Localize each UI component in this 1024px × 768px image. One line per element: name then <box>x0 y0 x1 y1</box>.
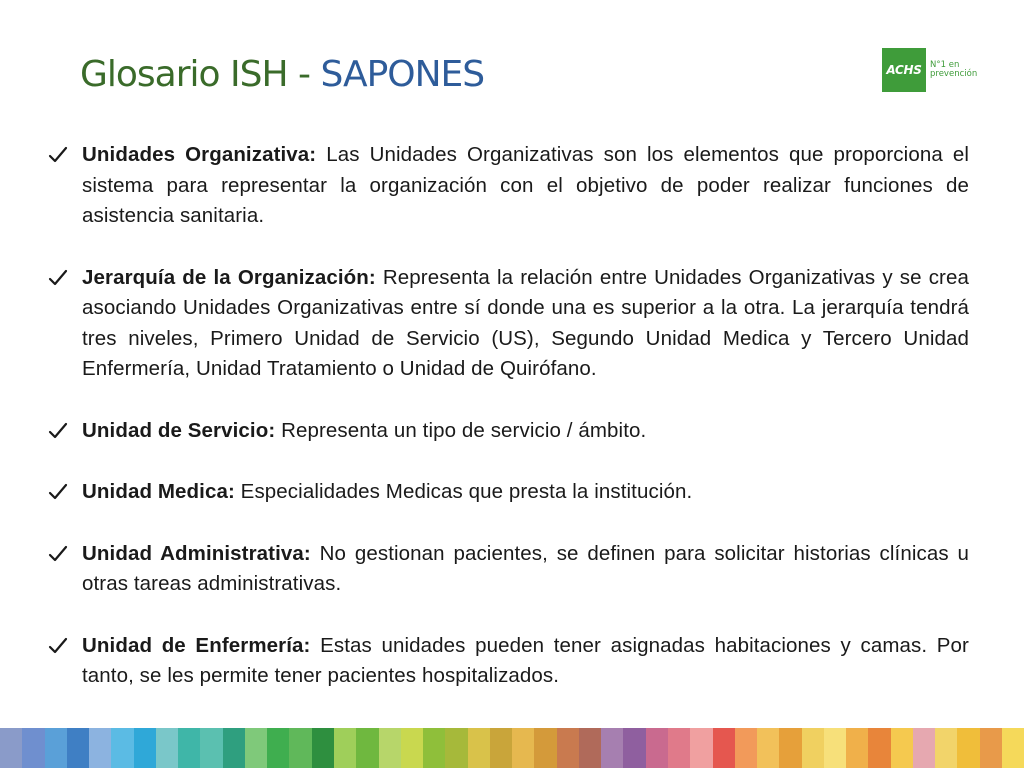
strip-segment <box>267 728 289 768</box>
slide-title <box>80 52 484 98</box>
strip-segment <box>111 728 133 768</box>
strip-segment <box>45 728 67 768</box>
strip-segment <box>668 728 690 768</box>
strip-segment <box>690 728 712 768</box>
strip-segment <box>401 728 423 768</box>
strip-segment <box>601 728 623 768</box>
strip-segment <box>757 728 779 768</box>
strip-segment <box>490 728 512 768</box>
checkmark-icon <box>48 539 82 569</box>
glossary-term: Unidad Administrativa: <box>82 541 311 565</box>
strip-segment <box>423 728 445 768</box>
strip-segment <box>557 728 579 768</box>
strip-segment <box>445 728 467 768</box>
strip-segment <box>312 728 334 768</box>
strip-segment <box>200 728 222 768</box>
achs-logo <box>882 48 976 92</box>
glossary-term: Unidades Organizativa: <box>82 143 317 166</box>
strip-segment <box>334 728 356 768</box>
glossary-text <box>82 416 969 447</box>
checkmark-icon <box>48 263 82 293</box>
glossary-text <box>82 539 969 600</box>
strip-segment <box>289 728 311 768</box>
glossary-item <box>48 477 969 508</box>
strip-segment <box>846 728 868 768</box>
strip-segment <box>245 728 267 768</box>
strip-segment <box>512 728 534 768</box>
strip-segment <box>868 728 890 768</box>
strip-segment <box>579 728 601 768</box>
strip-segment <box>735 728 757 768</box>
glossary-list <box>48 140 969 723</box>
strip-segment <box>223 728 245 768</box>
strip-segment <box>623 728 645 768</box>
glossary-text <box>82 631 969 692</box>
checkmark-icon <box>48 140 82 170</box>
glossary-text <box>82 477 969 508</box>
strip-segment <box>980 728 1002 768</box>
strip-segment <box>891 728 913 768</box>
strip-segment <box>468 728 490 768</box>
strip-segment <box>89 728 111 768</box>
glossary-item <box>48 263 969 385</box>
logo-tagline: N°1 en prevención <box>930 60 978 79</box>
glossary-item <box>48 416 969 447</box>
strip-segment <box>646 728 668 768</box>
strip-segment <box>935 728 957 768</box>
glossary-description: Estas unidades pueden tener asignadas habitaciones y camas. Por tanto, se les permite tener pacientes hospitalizados. <box>82 633 969 687</box>
title-prefix: Glosario ISH - <box>80 54 321 95</box>
glossary-item <box>48 539 969 600</box>
glossary-description: Las Unidades Organizativas son los elementos que proporciona el sistema para representar la organización con el objetivo de poder realizar funciones de asistencia sanitaria. <box>82 143 969 227</box>
strip-segment <box>779 728 801 768</box>
glossary-item <box>48 140 969 232</box>
glossary-text <box>82 263 969 385</box>
glossary-description: Especialidades Medicas que presta la institución. <box>234 480 693 503</box>
glossary-item <box>48 631 969 692</box>
logo-mark: ACHS <box>882 48 926 92</box>
glossary-term: Unidad de Servicio: <box>82 418 276 442</box>
strip-segment <box>134 728 156 768</box>
strip-segment <box>802 728 824 768</box>
strip-segment <box>534 728 556 768</box>
strip-segment <box>0 728 22 768</box>
strip-segment <box>1002 728 1024 768</box>
glossary-description: Representa la relación entre Unidades Organizativas y se crea asociando Unidades Organizativas entre sí donde una es superior a la otra. La jerarquía tendrá tres niveles, Primero Unidad de Servicio (US), Segundo Unidad Medica y Tercero Unidad Enfermería, Unidad Tratamiento o Unidad de Quirófano. <box>82 265 969 380</box>
glossary-description: Representa un tipo de servicio / ámbito. <box>275 418 647 442</box>
glossary-text <box>82 140 969 232</box>
checkmark-icon <box>48 631 82 661</box>
strip-segment <box>824 728 846 768</box>
strip-segment <box>379 728 401 768</box>
decorative-color-strip <box>0 728 1024 768</box>
checkmark-icon <box>48 477 82 507</box>
strip-segment <box>713 728 735 768</box>
checkmark-icon <box>48 416 82 446</box>
strip-segment <box>22 728 44 768</box>
strip-segment <box>913 728 935 768</box>
strip-segment <box>67 728 89 768</box>
glossary-term: Jerarquía de la Organización: <box>82 265 376 289</box>
title-accent: SAPONES <box>320 54 485 95</box>
strip-segment <box>957 728 979 768</box>
strip-segment <box>356 728 378 768</box>
glossary-term: Unidad Medica: <box>82 480 235 503</box>
glossary-term: Unidad de Enfermería: <box>82 633 311 657</box>
strip-segment <box>178 728 200 768</box>
glossary-description: No gestionan pacientes, se definen para solicitar historias clínicas u otras tareas administrativas. <box>82 541 970 595</box>
strip-segment <box>156 728 178 768</box>
